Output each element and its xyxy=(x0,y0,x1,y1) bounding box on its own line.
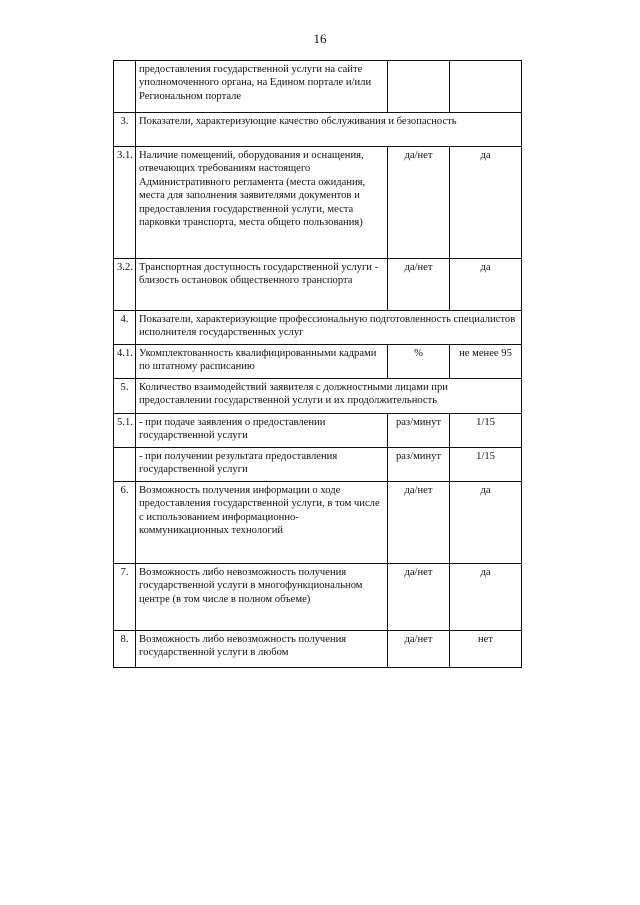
table-row xyxy=(114,259,522,311)
unit-cell: да/нет xyxy=(388,147,450,259)
value-cell xyxy=(450,61,522,113)
page-number: 16 xyxy=(313,31,327,46)
unit-cell: раз/минут xyxy=(388,448,450,482)
row-number: 3.1. xyxy=(114,147,136,259)
value-cell: 1/15 xyxy=(450,448,522,482)
table-row xyxy=(114,482,522,564)
unit-cell: да/нет xyxy=(388,259,450,311)
value-cell: да xyxy=(450,482,522,564)
table-row xyxy=(114,147,522,259)
value-cell: да xyxy=(450,147,522,259)
unit-cell xyxy=(388,61,450,113)
value-cell: да xyxy=(450,259,522,311)
table-section-row xyxy=(114,113,522,147)
unit-cell: да/нет xyxy=(388,631,450,668)
unit-cell: раз/минут xyxy=(388,414,450,448)
table-section-row xyxy=(114,311,522,345)
row-number: 6. xyxy=(114,482,136,564)
indicators-table xyxy=(113,60,522,668)
row-number: 8. xyxy=(114,631,136,668)
section-title: Количество взаимодействий заявителя с должностными лицами при предоставлении государственной услуги и их продолжительность xyxy=(136,379,522,414)
value-cell: 1/15 xyxy=(450,414,522,448)
section-title: Показатели, характеризующие качество обслуживания и безопасность xyxy=(136,113,522,147)
table-row xyxy=(114,345,522,379)
unit-cell: да/нет xyxy=(388,482,450,564)
unit-cell: % xyxy=(388,345,450,379)
indicator-name: - при подаче заявления о предоставлении государственной услуги xyxy=(136,414,388,448)
row-number xyxy=(114,448,136,482)
table-row xyxy=(114,564,522,631)
table-row xyxy=(114,631,522,668)
unit-cell: да/нет xyxy=(388,564,450,631)
indicator-name: Транспортная доступность государственной услуги - близость остановок общественного транспорта xyxy=(136,259,388,311)
indicator-name: предоставления государственной услуги на сайте уполномоченного органа, на Едином портале и/или Региональном портале xyxy=(136,61,388,113)
section-title: Показатели, характеризующие профессиональную подготовленность специалистов исполнителя государственных услуг xyxy=(136,311,522,345)
indicator-name: - при получении результата предоставления государственной услуги xyxy=(136,448,388,482)
row-number: 5. xyxy=(114,379,136,414)
row-number: 5.1. xyxy=(114,414,136,448)
value-cell: нет xyxy=(450,631,522,668)
row-number: 4. xyxy=(114,311,136,345)
row-number: 7. xyxy=(114,564,136,631)
table-section-row xyxy=(114,379,522,414)
row-number xyxy=(114,61,136,113)
value-cell: да xyxy=(450,564,522,631)
indicator-name: Возможность либо невозможность получения государственной услуги в многофункциональном центре (в том числе в полном объеме) xyxy=(136,564,388,631)
row-number: 3. xyxy=(114,113,136,147)
indicator-name: Возможность либо невозможность получения государственной услуги в любом xyxy=(136,631,388,668)
row-number: 3.2. xyxy=(114,259,136,311)
table-row xyxy=(114,448,522,482)
indicator-name: Наличие помещений, оборудования и оснащения, отвечающих требованиям настоящего Административного регламента (места ожидания, места для заполнения заявителями документов и предоставления государственной услуги, места парковки транспорта, места общего пользования) xyxy=(136,147,388,259)
value-cell: не менее 95 xyxy=(450,345,522,379)
table-row xyxy=(114,414,522,448)
table-row xyxy=(114,61,522,113)
indicator-name: Возможность получения информации о ходе предоставления государственной услуги, в том числе с использованием информационно-коммуникационных технологий xyxy=(136,482,388,564)
indicator-name: Укомплектованность квалифицированными кадрами по штатному расписанию xyxy=(136,345,388,379)
row-number: 4.1. xyxy=(114,345,136,379)
